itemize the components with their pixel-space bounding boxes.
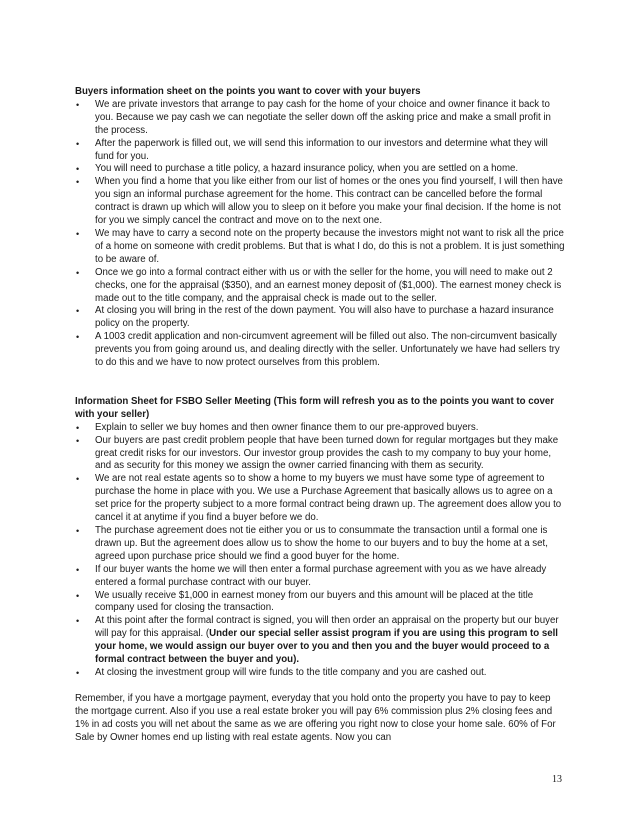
bullet-icon: • [76,228,80,239]
list-item: • If our buyer wants the home we will then enter a formal purchase agreement with you as we have already entered a formal purchase contract with our buyer. [76,563,547,588]
list-item: • We may have to carry a second note on the property because the investors might not want to risk all the price of a home on someone with credit problems. But that is what I do, do this is not a problem. It is just something to be aware of. [76,227,565,265]
seller-bullet-list [75,422,565,680]
document-body [75,86,565,745]
bullet-icon: • [76,590,80,601]
page-number: 13 [552,774,562,785]
list-item: • A 1003 credit application and non-circumvent agreement will be filled out also. The non-circumvent basically prevents you from going around us, and dealing directly with the seller. Unfortunately we have had sellers try to do this and we have to now protect ourselves from this problem. [76,331,560,369]
bullet-icon: • [76,474,80,485]
list-item: • Explain to seller we buy homes and then owner finance them to our pre-approved buyers. [76,421,479,433]
bullet-icon: • [76,306,80,317]
paragraph-spacer [75,680,565,693]
bullet-icon: • [76,435,80,446]
list-item: • Once we go into a formal contract either with us or with the seller for the home, you will need to make out 2 checks, one for the appraisal ($350), and an earnest money deposit of ($1,000). The earnest money check is made out to the title company, and the appraisal check is made out to the seller. [76,266,562,304]
list-item: • At this point after the formal contract is signed, you will then order an appraisal on the property but our buyer will pay for this appraisal. (Under our special seller assist program if you are using this program to sell your home, we would assign our buyer over to you and then you and the buyer would proceed to a formal contract between the buyer and you). [76,615,559,666]
section-spacer [75,370,565,396]
seller-assist-program-note: Under our special seller assist program if you are using this program to sell your home, we would assign our buyer over to you and then you and the buyer would proceed to a formal contract between the buyer and you). [95,628,558,666]
list-item: • We are private investors that arrange to pay cash for the home of your choice and owner finance it back to you. Because we pay cash we can negotiate the seller down off the asking price and make a small profit in the process. [76,98,551,136]
bullet-icon: • [76,526,80,536]
bullet-icon: • [76,422,80,433]
list-item: • At closing the investment group will wire funds to the title company and you are cashed out. [76,666,487,678]
list-item: • At closing you will bring in the rest of the down payment. You will also have to purchase a hazard insurance policy on the property. [76,305,554,330]
list-item: • You will need to purchase a title policy, a hazard insurance policy, when you are settled on a home. [76,163,519,175]
bullet-icon: • [76,564,80,575]
buyers-section-heading: Buyers information sheet on the points you want to cover with your buyers [75,86,421,97]
list-item: • Our buyers are past credit problem people that have been turned down for regular mortgages but they make great credit risks for our investors. Our investor group provides the cash to my company to buy your home, and as security for this money we assign the owner carried financing with them as security. [76,434,559,472]
list-item: • After the paperwork is filled out, we will send this information to our investors and determine what they will fund for you. [76,137,548,162]
list-item: • We usually receive $1,000 in earnest money from our buyers and this amount will be placed at the title company used for closing the transaction. [76,589,534,614]
seller-section-heading: Information Sheet for FSBO Seller Meeting (This form will refresh you as to the points you want to cover with your seller) [75,395,555,420]
bullet-icon: • [76,99,80,110]
buyers-bullet-list [75,99,565,370]
list-item: • We are not real estate agents so to show a home to my buyers we must have some type of agreement to purchase the home in place with you. We use a Purchase Agreement that basically allows us to agree on a set price for the property subject to a more formal contract being drawn up. The agreement does allow you to cancel it at anytime if you find a buyer before we do. [76,473,562,524]
list-item: • When you find a home that you like either from our list of homes or the ones you find yourself, I will then have you sign an informal purchase agreement for the home. This contract can be cancelled before the formal contract is drawn up which will allow you to sleep on it before you make your final decision. If the home is not for you we simply cancel the contract and move on to the next one. [76,176,563,227]
bullet-icon: • [76,138,80,149]
bullet-icon: • [76,164,80,175]
bullet-icon: • [76,616,80,627]
bullet-icon: • [76,667,80,678]
bullet-icon: • [76,267,80,278]
closing-paragraph: Remember, if you have a mortgage payment, everyday that you hold onto the property you have to pay to keep the mortgage current. Also if you use a real estate broker you will pay 6% commission plus 2% closing fees and 1% in ad costs you will net about the same as we are offering you right now to close your home sale. 60% of For Sale by Owner homes end up listing with real estate agents. Now you can [75,692,556,743]
bullet-icon: • [76,332,80,343]
list-item: • The purchase agreement does not tie either you or us to consummate the transaction until a formal one is drawn up. But the agreement does allow us to show the home to our buyers and to buy the home at a set, agreed upon purchase price should we find a good buyer for the home. [76,525,548,562]
bullet-icon: • [76,177,80,188]
